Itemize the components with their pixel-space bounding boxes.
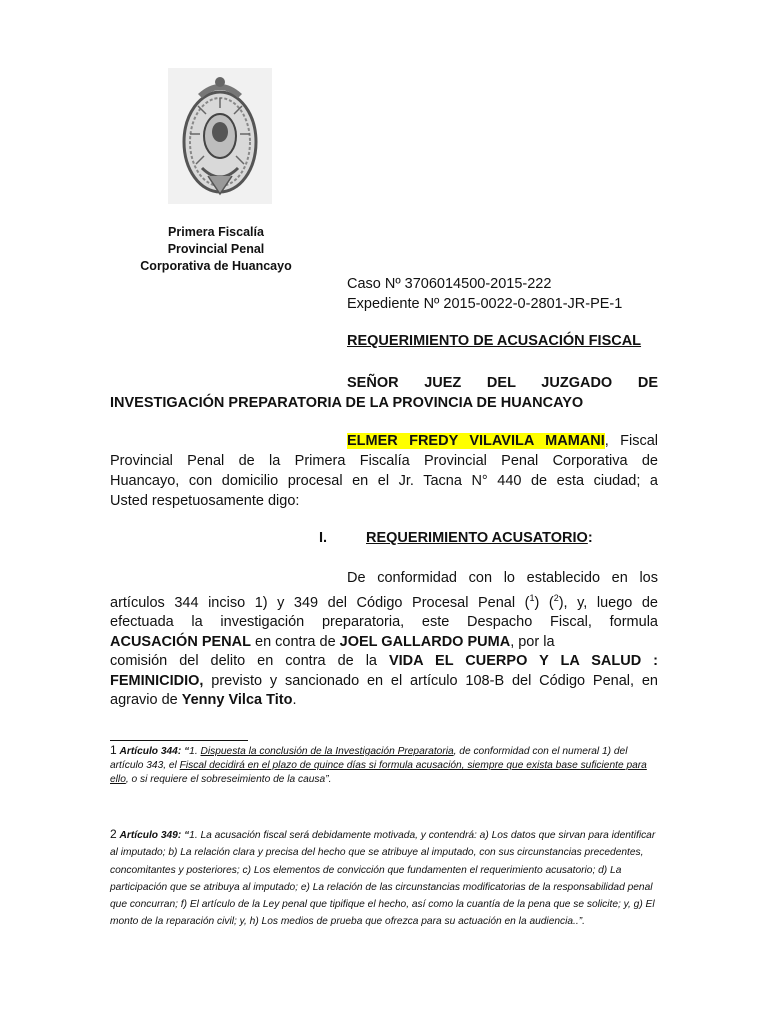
footnote-text: , o si requiere el sobreseimiento de la causa”. — [125, 774, 332, 786]
body-text: , por la — [510, 633, 555, 650]
document-title: REQUERIMIENTO DE ACUSACIÓN FISCAL — [347, 333, 642, 349]
file-number: Expediente Nº 2015-0022-0-2801-JR-PE-1 — [347, 296, 623, 312]
section-title: REQUERIMIENTO ACUSATORIO — [366, 530, 588, 546]
addressee-line: SEÑOR JUEZ DEL JUZGADO DE — [347, 375, 658, 391]
footnote-ref[interactable]: 1 — [529, 592, 535, 603]
footnote-ref[interactable]: 2 — [553, 592, 559, 603]
case-reference — [347, 274, 622, 314]
intro-paragraph — [110, 431, 658, 511]
case-number: Caso Nº 3706014500-2015-222 — [347, 276, 552, 292]
coat-of-arms-seal — [168, 68, 272, 204]
office-name-block — [128, 224, 304, 275]
section-heading — [319, 530, 593, 546]
body-text: previsto y sancionado en el artículo 108-B del Código Penal, en — [203, 672, 658, 689]
body-line: De conformidad con lo establecido en los — [347, 570, 658, 586]
office-line: Corporativa de Huancayo — [140, 259, 292, 273]
body-line — [110, 672, 658, 692]
section-colon: : — [587, 530, 593, 546]
footnote-text: Fiscal decidirá en el plazo de quince días si formula acusación, siempre que exista base suficiente para ello — [110, 760, 647, 786]
intro-line: Huancayo, con domicilio procesal en el Jr. Tacna N° 440 de esta ciudad; a — [110, 473, 658, 489]
body-text: artículos 344 inciso 1) y 349 del Código Procesal Penal ( — [110, 594, 530, 611]
crime-name: FEMINICIDIO, — [110, 672, 204, 689]
office-line: Provincial Penal — [167, 242, 265, 256]
body-text: ), y, luego de — [558, 594, 658, 611]
prosecutor-name: ELMER FREDY VILAVILA MAMANI — [347, 433, 605, 449]
footnote-text: Dispuesta la conclusión de la Investigación Preparatoria — [200, 746, 454, 757]
body-paragraph — [110, 569, 658, 711]
section-number: I. — [319, 530, 328, 546]
crime-category: VIDA EL CUERPO Y LA SALUD : — [388, 653, 658, 670]
body-text: comisión del delito en contra de la — [110, 653, 389, 670]
addressee-block — [110, 373, 658, 413]
victim-name: Yenny Vilca Tito — [181, 692, 293, 709]
body-line — [110, 633, 658, 653]
body-line — [110, 589, 658, 613]
footnote-label: Artículo 349: “ — [119, 830, 190, 841]
footnote-text: , de conformidad con el numeral 1) del artículo 343, el — [110, 746, 628, 772]
intro-line: Usted respetuosamente digo: — [110, 493, 300, 509]
body-line — [110, 652, 658, 672]
body-text: agravio de — [110, 692, 182, 709]
footnote-separator — [110, 740, 248, 741]
footnote-text: 1. La acusación fiscal será debidamente motivada, y contendrá: a) Los datos que sirvan para identificar al imputado; b) La relación clara y precisa del hecho que se atribuye al imputado, con sus circunstancias precedentes, concomitantes y posteriores; c) Los elementos de convicción que fundamenten el requerimiento acusatorio; d) La participación que se atribuya al imputado; e) La relación de las circunstancias modificatorias de la responsabilidad penal que concurran; f) El artículo de la Ley penal que tipifique el hecho, así como la cuantía de la pena que se solicite; y, g) El monto de la reparación civil; y, h) Los medios de prueba que ofrezca para su actuación en la audiencia..”. — [110, 830, 656, 928]
body-text: . — [292, 692, 297, 709]
intro-text: , Fiscal — [604, 433, 658, 449]
footnote-1 — [110, 743, 658, 788]
intro-line: Provincial Penal de la Primera Fiscalía Provincial Penal Corporativa de — [110, 453, 658, 469]
footnote-label: Artículo 344: “ — [119, 746, 190, 757]
addressee-line: INVESTIGACIÓN PREPARATORIA DE LA PROVINCIA DE HUANCAYO — [110, 395, 584, 411]
charge-label: ACUSACIÓN PENAL — [110, 633, 251, 650]
footnote-number: 1 — [110, 743, 117, 757]
footnote-number: 2 — [110, 827, 117, 841]
footnote-text: 1. — [189, 746, 201, 757]
body-text: en contra de — [250, 633, 340, 650]
office-line: Primera Fiscalía — [168, 225, 264, 239]
body-text: ) ( — [534, 594, 554, 611]
intro-line — [110, 431, 658, 451]
body-line: efectuada la investigación preparatoria, este Despacho Fiscal, formula — [110, 614, 658, 631]
footnote-2 — [110, 826, 658, 931]
body-line — [110, 691, 658, 711]
accused-name: JOEL GALLARDO PUMA — [339, 633, 511, 650]
